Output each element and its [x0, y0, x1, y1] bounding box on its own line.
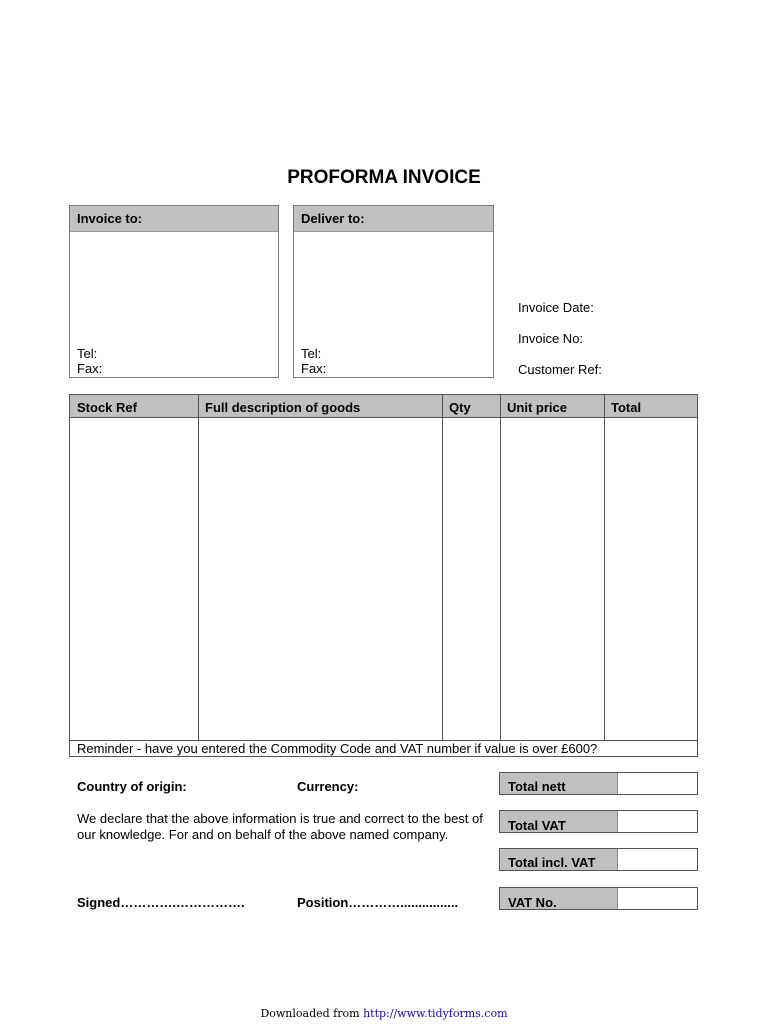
deliver-to-header: Deliver to: [294, 206, 493, 232]
total-vat-label: Total VAT [508, 818, 566, 833]
column-divider [198, 395, 199, 740]
invoice-to-fax-label: Fax: [77, 361, 103, 376]
deliver-to-tel-label: Tel: [301, 346, 322, 361]
column-header-qty: Qty [449, 400, 471, 415]
invoice-to-tel-label: Tel: [77, 346, 98, 361]
footer [0, 1007, 768, 1020]
reminder-row [70, 740, 697, 757]
total-incl-vat-box [499, 848, 698, 871]
items-table [69, 394, 698, 757]
footer-prefix: Downloaded from [260, 1007, 364, 1020]
vat-no-box [499, 887, 698, 910]
column-divider [500, 395, 501, 740]
column-header-stock-ref: Stock Ref [77, 400, 137, 415]
footer-link[interactable]: http://www.tidyforms.com [363, 1007, 508, 1020]
reminder-text: Reminder - have you entered the Commodity Code and VAT number if value is over £600? [77, 741, 598, 756]
total-nett-label: Total nett [508, 779, 566, 794]
items-table-header [70, 395, 697, 418]
deliver-to-box [293, 205, 494, 378]
page-title: PROFORMA INVOICE [287, 167, 481, 188]
deliver-to-fax-label: Fax: [301, 361, 327, 376]
currency-label: Currency: [297, 779, 359, 794]
column-divider [442, 395, 443, 740]
declaration-text: We declare that the above information is true and correct to the best of our knowledge. For and on behalf of the above named company. [77, 811, 483, 842]
vat-no-label: VAT No. [508, 895, 557, 910]
column-divider [604, 395, 605, 740]
total-incl-vat-label: Total incl. VAT [508, 855, 596, 870]
invoice-to-box [69, 205, 279, 378]
total-nett-box [499, 772, 698, 795]
country-of-origin-label: Country of origin: [77, 779, 187, 794]
total-vat-box [499, 810, 698, 833]
invoice-to-header: Invoice to: [70, 206, 278, 232]
column-header-description: Full description of goods [205, 400, 361, 415]
invoice-date-label: Invoice Date: [518, 300, 594, 315]
customer-ref-label: Customer Ref: [518, 362, 602, 377]
position-field: Position…………................ [297, 895, 459, 910]
column-header-unit-price: Unit price [507, 400, 567, 415]
column-header-total: Total [611, 400, 642, 415]
signed-field: Signed………….……………. [77, 895, 245, 910]
invoice-no-label: Invoice No: [518, 331, 584, 346]
